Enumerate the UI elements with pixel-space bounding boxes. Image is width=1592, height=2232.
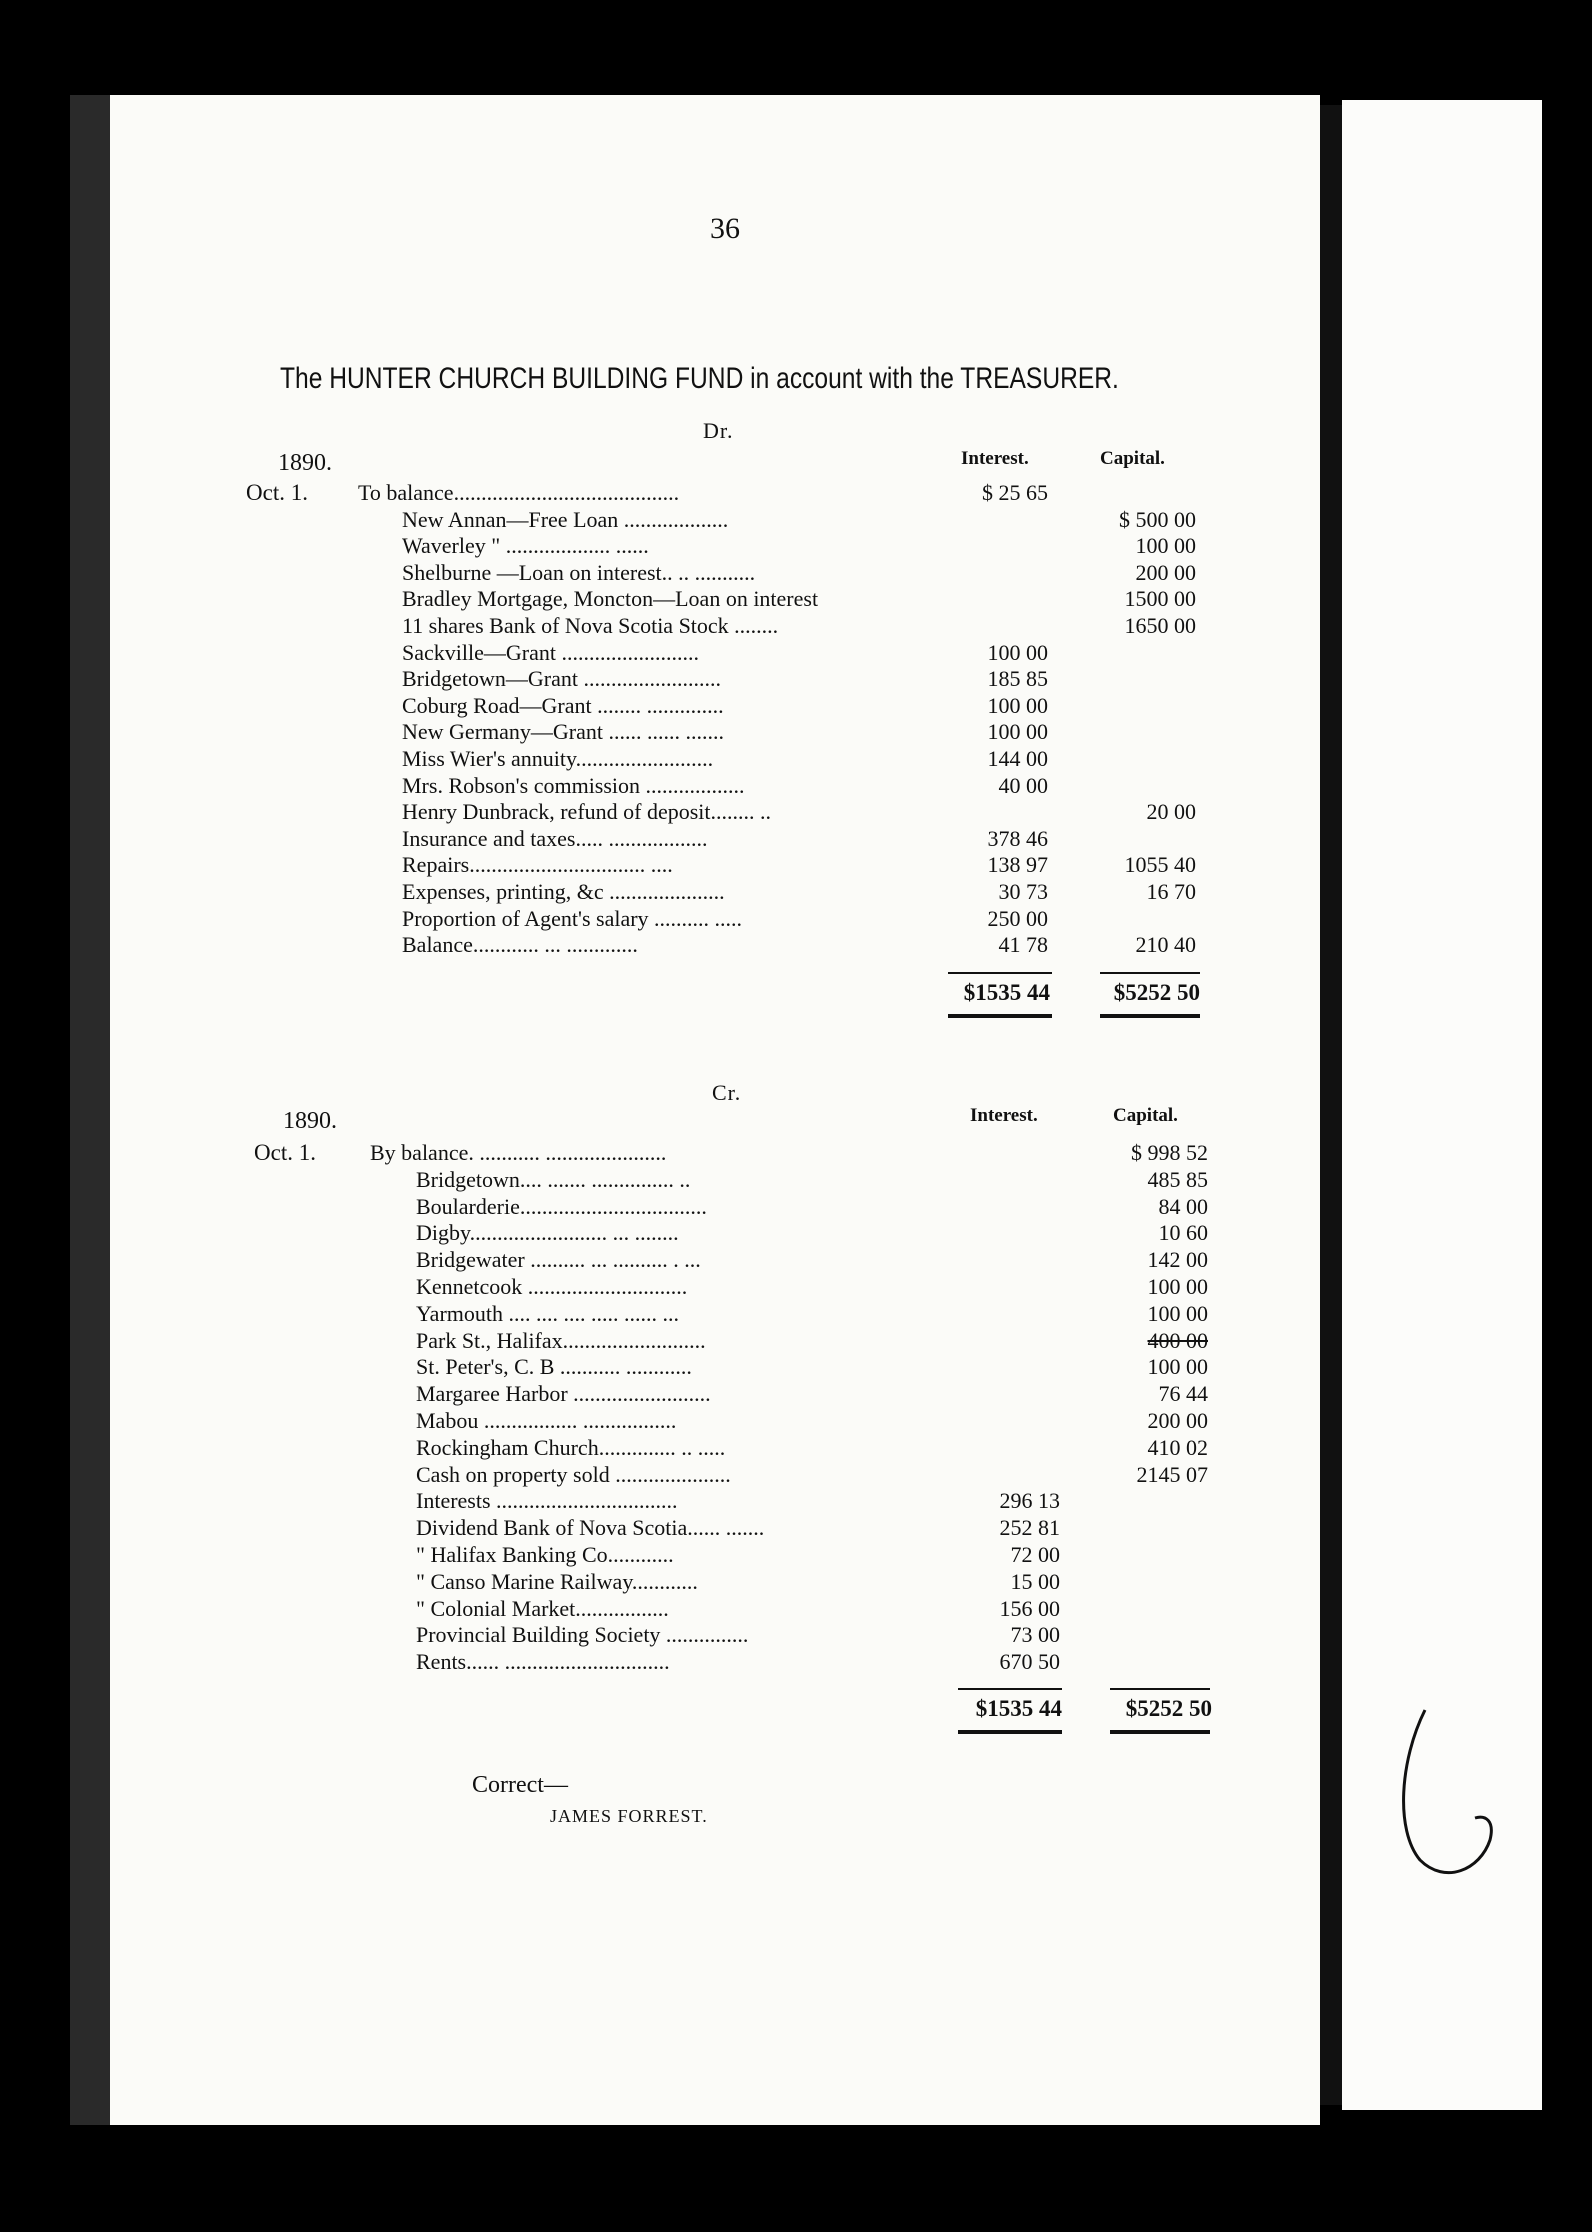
debit-row [0, 693, 1592, 719]
debit-row [0, 533, 1592, 559]
credit-row [0, 1515, 1592, 1541]
credit-row [0, 1596, 1592, 1622]
credit-row [0, 1274, 1592, 1300]
credit-row [0, 1167, 1592, 1193]
debit-row-label: Proportion of Agent's salary .......... ..... [402, 905, 743, 931]
debit-row-interest: 30 73 [998, 879, 1048, 904]
debit-row [0, 640, 1592, 666]
credit-row-label: Park St., Halifax.......................... [416, 1327, 706, 1353]
debit-row-interest: $ 25 65 [982, 480, 1048, 505]
debit-row-label: Bradley Mortgage, Moncton—Loan on interest [402, 586, 819, 612]
credit-row [0, 1381, 1592, 1407]
credit-row-interest: 15 00 [1010, 1568, 1060, 1594]
debit-row [0, 560, 1592, 586]
credit-row [0, 1408, 1592, 1434]
credit-row-interest: 670 50 [999, 1649, 1060, 1675]
debit-row-label: Sackville—Grant ......................... [402, 639, 699, 665]
debit-row [0, 613, 1592, 639]
debit-row [0, 826, 1592, 852]
credit-row-label: Margaree Harbor ......................... [416, 1381, 711, 1407]
debit-row-label: Repairs................................ .... [402, 852, 673, 878]
debit-row [0, 507, 1592, 533]
page-gutter [1320, 105, 1342, 2105]
credit-row-interest: 252 81 [999, 1515, 1060, 1541]
credit-row-capital: $ 998 52 [1131, 1140, 1208, 1165]
debit-row-interest: 100 00 [987, 639, 1048, 665]
debit-year: 1890. [278, 450, 332, 476]
debit-row-capital: 1500 00 [1124, 586, 1196, 612]
credit-row-label: Digby......................... ... ........ [416, 1220, 679, 1246]
debit-row-capital: 210 40 [1135, 932, 1196, 958]
debit-row-label: Balance............ ... ............. [402, 932, 638, 958]
credit-row-capital: 2145 07 [1136, 1461, 1208, 1487]
debit-row-interest: 40 00 [998, 772, 1048, 798]
credit-row [0, 1247, 1592, 1273]
signature-name: JAMES FORREST. [550, 1806, 708, 1826]
credit-row [0, 1542, 1592, 1568]
page-title: The HUNTER CHURCH BUILDING FUND in account with the TREASURER. [280, 362, 1119, 395]
debit-row-capital: 100 00 [1135, 533, 1196, 559]
credit-row-capital: 84 00 [1158, 1193, 1208, 1219]
debit-row-capital: 16 70 [1146, 879, 1196, 904]
page-number: 36 [710, 212, 740, 245]
debit-row [0, 879, 1592, 905]
credit-row-capital: 100 00 [1147, 1274, 1208, 1299]
credit-total-interest: $1535 44 [975, 1696, 1062, 1721]
debit-row-label: Shelburne —Loan on interest.. .. ........... [402, 559, 756, 585]
debit-row-capital: 200 00 [1135, 559, 1196, 585]
credit-row-label: Kennetcook ............................. [416, 1274, 688, 1299]
credit-row-label: St. Peter's, C. B ........... ............ [416, 1354, 692, 1380]
credit-row [0, 1649, 1592, 1675]
debit-row-label: Miss Wier's annuity......................... [402, 746, 714, 771]
debit-capital-double-rule [1100, 1014, 1200, 1018]
debit-row [0, 746, 1592, 772]
credit-row-interest: 72 00 [1010, 1542, 1060, 1567]
debit-row-interest: 250 00 [987, 905, 1048, 931]
debit-row-interest: 378 46 [987, 825, 1048, 851]
credit-row-capital: 410 02 [1147, 1434, 1208, 1460]
debit-row-interest: 100 00 [987, 692, 1048, 718]
credit-row-date: Oct. 1. [254, 1140, 316, 1165]
debit-row-label: Insurance and taxes..... .................. [402, 825, 708, 851]
debit-row [0, 906, 1592, 932]
debit-row-capital: 20 00 [1146, 799, 1196, 825]
credit-capital-rule [1110, 1688, 1210, 1690]
credit-row-interest: 156 00 [999, 1595, 1060, 1621]
debit-total-interest: $1535 44 [963, 980, 1050, 1005]
debit-row-capital: 1650 00 [1124, 613, 1196, 638]
debit-interest-rule [948, 972, 1052, 974]
credit-row-label: Bridgetown.... ....... ............... .. [416, 1166, 691, 1192]
debit-interest-double-rule [948, 1014, 1052, 1018]
debit-row [0, 852, 1592, 878]
credit-row [0, 1301, 1592, 1327]
credit-row [0, 1194, 1592, 1220]
credit-row-label: Yarmouth .... .... .... ..... ...... ... [416, 1300, 680, 1326]
debit-row-label: Henry Dunbrack, refund of deposit........ .. [402, 799, 772, 825]
credit-row [0, 1462, 1592, 1488]
signature-correct: Correct— [472, 1772, 568, 1798]
credit-row [0, 1328, 1592, 1354]
credit-row-capital: 10 60 [1158, 1220, 1208, 1246]
credit-row-label: Rents...... .............................. [416, 1649, 670, 1675]
debit-total-capital: $5252 50 [1113, 980, 1200, 1005]
credit-row-capital: 200 00 [1147, 1408, 1208, 1433]
debit-row-label: Bridgetown—Grant ......................... [402, 666, 721, 692]
credit-row-capital: 400 00 [1147, 1327, 1208, 1353]
credit-row-label: Interests ................................. [416, 1488, 678, 1514]
credit-row-label: " Colonial Market................. [416, 1595, 669, 1621]
debit-row-capital: 1055 40 [1124, 852, 1196, 878]
debit-row-interest: 144 00 [987, 746, 1048, 771]
debit-row-interest: 100 00 [987, 719, 1048, 745]
credit-row [0, 1569, 1592, 1595]
credit-row [0, 1435, 1592, 1461]
debit-row-label: New Annan—Free Loan ................... [402, 506, 729, 532]
credit-row-label: Bridgewater .......... ... .......... . ... [416, 1247, 701, 1273]
book-spine [70, 95, 112, 2125]
credit-row-capital: 76 44 [1158, 1381, 1208, 1407]
debit-col-capital: Capital. [1100, 448, 1165, 469]
pen-mark [1395, 1700, 1505, 1890]
debit-row-interest: 185 85 [987, 666, 1048, 692]
credit-row-interest: 73 00 [1010, 1622, 1060, 1648]
debit-row-label: To balance......................................... [358, 480, 680, 505]
debit-row-label: Waverley " ................... ...... [402, 533, 649, 559]
credit-interest-double-rule [958, 1730, 1062, 1734]
credit-row [0, 1622, 1592, 1648]
debit-row [0, 719, 1592, 745]
debit-row [0, 773, 1592, 799]
credit-row-capital: 142 00 [1147, 1247, 1208, 1273]
debit-row-capital: $ 500 00 [1119, 506, 1196, 532]
credit-row-label: Boularderie.................................. [416, 1193, 707, 1219]
debit-row-label: 11 shares Bank of Nova Scotia Stock ........ [402, 613, 779, 638]
credit-row-label: Dividend Bank of Nova Scotia...... ....... [416, 1515, 765, 1541]
credit-row-label: Rockingham Church.............. .. ..... [416, 1434, 726, 1460]
credit-heading: Cr. [712, 1080, 742, 1105]
debit-row [0, 799, 1592, 825]
debit-row-date: Oct. 1. [246, 480, 308, 505]
credit-row-interest: 296 13 [999, 1488, 1060, 1514]
credit-row-label: " Canso Marine Railway............ [416, 1568, 698, 1594]
debit-row [0, 666, 1592, 692]
credit-row-capital: 100 00 [1147, 1300, 1208, 1326]
credit-row-label: Provincial Building Society ............... [416, 1622, 749, 1648]
debit-col-interest: Interest. [961, 448, 1029, 469]
credit-total-capital: $5252 50 [1125, 1696, 1212, 1721]
debit-row [0, 480, 1592, 506]
debit-row-interest: 41 78 [998, 932, 1048, 958]
debit-row-interest: 138 97 [987, 852, 1048, 878]
credit-col-capital: Capital. [1113, 1105, 1178, 1126]
credit-row-label: " Halifax Banking Co............ [416, 1542, 674, 1567]
debit-row [0, 586, 1592, 612]
credit-row-label: Mabou ................. ................. [416, 1408, 677, 1433]
credit-col-interest: Interest. [970, 1105, 1038, 1126]
debit-row-label: Coburg Road—Grant ........ .............. [402, 692, 724, 718]
credit-capital-double-rule [1110, 1730, 1210, 1734]
credit-row-capital: 100 00 [1147, 1354, 1208, 1380]
credit-row [0, 1220, 1592, 1246]
debit-row-label: Expenses, printing, &c ..................... [402, 879, 725, 904]
debit-capital-rule [1100, 972, 1200, 974]
credit-row-label: By balance. ........... ...................... [370, 1140, 667, 1165]
credit-row [0, 1140, 1592, 1166]
credit-row-capital: 485 85 [1147, 1166, 1208, 1192]
credit-row [0, 1354, 1592, 1380]
credit-interest-rule [958, 1688, 1062, 1690]
debit-row-label: New Germany—Grant ...... ...... ....... [402, 719, 724, 745]
credit-year: 1890. [283, 1108, 337, 1134]
debit-heading: Dr. [703, 418, 734, 443]
debit-row-label: Mrs. Robson's commission .................. [402, 772, 745, 798]
credit-row-label: Cash on property sold ..................... [416, 1461, 731, 1487]
debit-row [0, 932, 1592, 958]
credit-row [0, 1488, 1592, 1514]
